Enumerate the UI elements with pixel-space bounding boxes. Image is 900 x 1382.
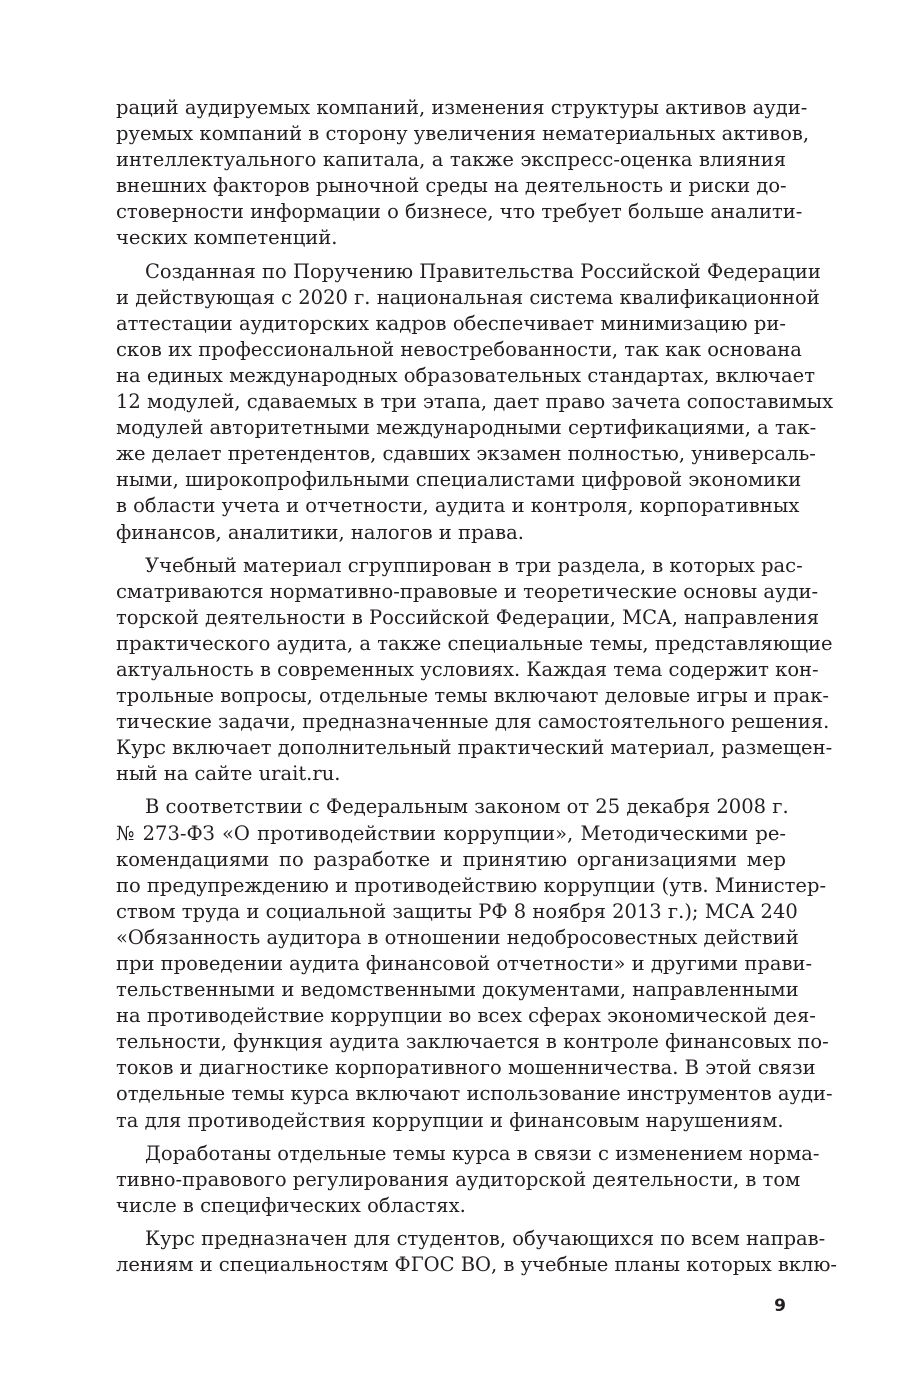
text-line: В соответствии с Федеральным законом от 25 декабря 2008 г. — [145, 795, 789, 819]
text-line: № 273-ФЗ «О противодействии коррупции», Методическими ре- — [116, 821, 786, 845]
text-line: финансов, аналитики, налогов и права. — [116, 520, 524, 544]
text-line: Курс включает дополнительный практический материал, размещен- — [116, 736, 833, 760]
text-line: же делает претендентов, сдавших экзамен полностью, универсаль- — [116, 442, 816, 466]
text-line: тельности, функция аудита заключается в контроле финансовых по- — [116, 1030, 829, 1054]
page-number: 9 — [774, 1296, 786, 1316]
paragraph — [116, 553, 833, 788]
text-line: сков их профессиональной невостребованности, так как основана — [116, 337, 802, 361]
text-line: раций аудируемых компаний, изменения структуры активов ауди- — [116, 96, 808, 119]
text-line: «Обязанность аудитора в отношении недобросовестных действий — [116, 925, 799, 949]
text-line: Учебный материал сгруппирован в три раздела, в которых рас- — [145, 553, 803, 577]
text-line: руемых компаний в сторону увеличения нематериальных активов, — [116, 122, 810, 146]
text-line: стоверности информации о бизнесе, что требует больше аналити- — [116, 200, 803, 224]
text-line: аттестации аудиторских кадров обеспечивает минимизацию ри- — [116, 311, 786, 335]
text-line: на единых международных образовательных стандартах, включает — [116, 363, 816, 387]
text-line: торской деятельности в Российской Федерации, МСА, направления — [116, 605, 820, 629]
paragraph — [116, 1141, 820, 1219]
text-line: интеллектуального капитала, а также экспресс-оценка влияния — [116, 148, 786, 172]
text-line: тельственными и ведомственными документами, направленными — [116, 978, 799, 1002]
text-line: по предупреждению и противодействию коррупции (утв. Министер- — [116, 873, 827, 897]
text-line: на противодействие коррупции во всех сферах экономической дея- — [116, 1004, 816, 1028]
text-line: Доработаны отдельные темы курса в связи с изменением норма- — [145, 1141, 820, 1165]
text-line: Курс предназначен для студентов, обучающихся по всем направ- — [145, 1226, 826, 1250]
text-line: та для противодействия коррупции и финансовым нарушениям. — [116, 1108, 784, 1132]
text-line: внешних факторов рыночной среды на деятельность и риски до- — [116, 174, 787, 198]
text-line: трольные вопросы, отдельные темы включают деловые игры и прак- — [116, 684, 830, 708]
text-line: отдельные темы курса включают использование инструментов ауди- — [116, 1082, 833, 1106]
paragraph — [116, 259, 834, 546]
text-line: тивно-правового регулирования аудиторской деятельности, в том — [116, 1167, 801, 1191]
body-text — [116, 95, 838, 1285]
text-line: сматриваются нормативно-правовые и теоретические основы ауди- — [116, 579, 819, 603]
text-line: ный на сайте urait.ru. — [116, 762, 341, 786]
text-line: комендациями по разработке и принятию организациями мер — [116, 847, 786, 871]
text-line: и действующая с 2020 г. национальная система квалификационной — [116, 285, 820, 309]
paragraph — [116, 95, 810, 252]
text-line: тические задачи, предназначенные для самостоятельного решения. — [116, 710, 830, 734]
text-line: при проведении аудита финансовой отчетности» и другими прави- — [116, 952, 813, 975]
paragraph — [116, 794, 833, 1133]
text-line: 12 модулей, сдаваемых в три этапа, дает право зачета сопоставимых — [116, 390, 834, 414]
text-line: Созданная по Поручению Правительства Российской Федерации — [145, 259, 821, 283]
text-line: актуальность в современных условиях. Каждая тема содержит кон- — [116, 657, 819, 681]
text-line: ческих компетенций. — [116, 226, 338, 250]
text-line: лениям и специальностям ФГОС ВО, в учебные планы которых вклю- — [116, 1253, 838, 1277]
text-line: модулей авторитетными международными сертификациями, а так- — [116, 416, 817, 440]
paragraph — [116, 1226, 838, 1278]
text-line: практического аудита, а также специальные темы, представляющие — [116, 631, 833, 655]
text-line: ными, широкопрофильными специалистами цифровой экономики — [116, 468, 802, 492]
text-line: числе в специфических областях. — [116, 1193, 466, 1217]
text-line: токов и диагностике корпоративного мошенничества. В этой связи — [116, 1056, 816, 1080]
text-line: ством труда и социальной защиты РФ 8 ноября 2013 г.); МСА 240 — [116, 899, 798, 923]
text-line: в области учета и отчетности, аудита и контроля, корпоративных — [116, 494, 800, 518]
